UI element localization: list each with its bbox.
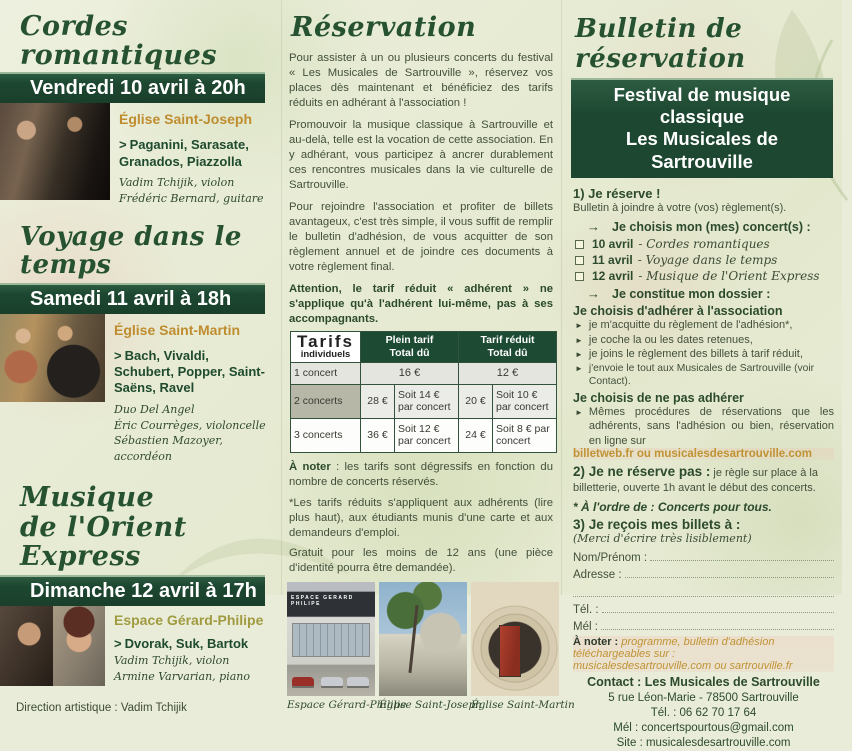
- concert-title-1: Cordes romantiques: [20, 11, 218, 72]
- reservation-paragraph: Pour assister à un ou plusieurs concerts du festival « Les Musicales de Sartrouville », réservez vos places dès maintenant et bénéficiez des tarifs réduits en adhérant à l'association !: [289, 52, 553, 110]
- contact-website: Site : musicalesdesartrouville.com: [616, 737, 791, 750]
- plein-price-note: Soit 12 € par concert: [395, 418, 459, 452]
- table-row: [291, 384, 557, 418]
- concert-title-2: Voyage dans le temps: [20, 221, 242, 280]
- concert-section-2: [16, 223, 269, 466]
- non-adhere-heading: Je choisis de ne pas adhérer: [573, 390, 744, 405]
- bullet-icon: ►: [575, 335, 583, 345]
- row-label: 1 concert: [291, 362, 361, 384]
- header-line: Tarif réduit: [480, 334, 535, 347]
- church-portal-photo: [471, 582, 559, 696]
- bulletin-title: Bulletin de réservation: [575, 14, 746, 74]
- festival-banner-line2: Les Musicales de Sartrouville: [625, 128, 779, 172]
- tarifs-sublabel: individuels: [300, 349, 351, 361]
- adhere-item: [573, 333, 834, 348]
- concert-date: 12 avril: [592, 269, 634, 284]
- performer-line: Sébastien Mazoyer, accordéon: [114, 434, 223, 464]
- write-in-line: [601, 617, 834, 630]
- reduced-rates-note: *Les tarifs réduits s'appliquent aux adhérents (lire plus haut), aux étudiants munis d'une carte et aux demandeurs d'emploi.: [289, 496, 553, 539]
- concert-info-3: [105, 606, 269, 686]
- program-line: [114, 636, 269, 652]
- musicians-photo-1: [0, 103, 110, 200]
- concert-name: - Musique de l'Orient Express: [638, 269, 820, 284]
- venue-photos: [287, 582, 575, 711]
- dossier-line: [587, 286, 834, 301]
- plein-price: 36 €: [361, 418, 395, 452]
- noter-label: À noter :: [573, 636, 619, 649]
- section2-line: [573, 463, 834, 495]
- photo-caption: Espace Gérard-Philipe: [287, 698, 407, 711]
- non-adhere-text: Mêmes procédures de réservations que les adhérents, sans l'adhésion ou bien, réservation en ligne sur: [588, 405, 834, 447]
- concert-date-banner-2: [0, 283, 265, 314]
- red-door: [499, 625, 521, 677]
- noter-links: musicalesdesartrouville.com ou sartrouville.fr: [573, 660, 793, 673]
- form-field-tel: [573, 600, 834, 617]
- church-photo: [379, 582, 467, 696]
- adhere-item: [573, 362, 834, 389]
- adhere-heading: Je choisis d'adhérer à l'association: [573, 304, 783, 319]
- concert-checkbox-row: [575, 269, 834, 283]
- venue-photo-eglise-saint-joseph: [379, 582, 483, 711]
- venue-name: Espace Gérard-Philipe: [114, 611, 264, 628]
- musicians-photo-3: [0, 606, 105, 686]
- adhere-item-text: je coche la ou les dates retenues,: [588, 333, 753, 346]
- header-line: Total dû: [487, 346, 528, 359]
- section2-heading: 2) Je ne réserve pas :: [573, 464, 711, 480]
- adhere-item: [573, 318, 834, 333]
- degressif-note: [289, 460, 553, 490]
- row-label: 2 concerts: [291, 384, 361, 418]
- concert-name: - Voyage dans le temps: [637, 253, 778, 268]
- tarifs-label: Tarifs: [296, 332, 355, 352]
- reduit-price-note: Soit 8 € par concert: [493, 418, 557, 452]
- table-header-row: [291, 332, 557, 362]
- contact-email: Mél : concertspourtous@gmail.com: [613, 721, 794, 734]
- concert-row-1: [16, 103, 269, 206]
- contact-address: 5 rue Léon-Marie - 78500 Sartrouville: [608, 691, 799, 704]
- venue-photo-eglise-saint-martin: [471, 582, 575, 711]
- field-label: Mél :: [573, 621, 598, 634]
- table-row: [291, 362, 557, 384]
- plein-price-note: Soit 14 € par concert: [395, 384, 459, 418]
- non-adhere-item: [573, 405, 834, 449]
- concert-date: 10 avril: [592, 237, 634, 252]
- free-under-12-note: Gratuit pour les moins de 12 ans (une pièce d'identité pourra être demandée).: [289, 546, 553, 574]
- photo-caption: Église Saint-Joseph: [379, 698, 483, 711]
- concert-checkbox-row: [575, 237, 834, 251]
- performer-line: Duo Del Angel: [114, 402, 195, 416]
- adhere-item: [573, 347, 834, 362]
- reduit-price: 24 €: [459, 418, 493, 452]
- concert-section-3: [16, 483, 269, 685]
- form-field-nom: [573, 548, 834, 565]
- table-row: [291, 418, 557, 452]
- reservation-paragraph: Promouvoir la musique classique à Sartrouville et au-delà, telle est la vocation de cette association. En y adhérant, vous participez à ancrer durablement ces rencontres musicales dans la vie culturelle de Sartrouville.: [289, 119, 553, 192]
- checkbox-icon: [575, 256, 584, 265]
- building-sign-text: ESPACE GERARD PHILIPE: [291, 594, 354, 607]
- write-legibly-note: (Merci d'écrire très lisiblement): [573, 532, 752, 546]
- performer-line: Vadim Tchijik, violon: [119, 175, 235, 189]
- bullet-icon: ►: [575, 407, 583, 417]
- performer-line: Armine Varvarian, piano: [114, 670, 251, 683]
- performer-line: Vadim Tchijik, violon: [114, 654, 230, 668]
- row-label: 3 concerts: [291, 418, 361, 452]
- section3-heading: 3) Je reçois mes billets à :: [573, 517, 741, 533]
- panel-bulletin: [561, 0, 842, 750]
- photo-caption: Église Saint-Martin: [471, 698, 575, 711]
- concert-title-3a: Musique: [20, 482, 155, 514]
- attention-note: Attention, le tarif réduit « adhérent » ne s'applique qu'à l'adhérent lui-même, pas à ses accompagnants.: [289, 283, 553, 326]
- program-line: [119, 137, 269, 170]
- tarif-reduit-header: [459, 332, 557, 362]
- download-note: [573, 636, 834, 672]
- section1-heading: 1) Je réserve !: [573, 185, 661, 201]
- contact-phone: Tél. : 06 62 70 17 64: [650, 706, 757, 719]
- section2-text: je règle sur place à la billetterie, ouverte 1h avant le début des concerts.: [573, 467, 818, 494]
- car-shape: [347, 677, 369, 686]
- concert-info-1: [110, 103, 269, 206]
- violinist-portrait: [0, 606, 53, 686]
- note-label: À noter: [289, 460, 331, 473]
- venue-name: Église Saint-Joseph: [119, 111, 253, 128]
- checkbox-icon: [575, 272, 584, 281]
- adhere-item-text: je m'acquitte du règlement de l'adhésion*,: [588, 319, 793, 332]
- plein-tarif-header: [361, 332, 459, 362]
- tarifs-header-cell: [291, 332, 361, 362]
- reduit-price-note: Soit 10 € par concert: [493, 384, 557, 418]
- arrow-right-icon: →: [587, 219, 600, 235]
- header-line: Total dû: [389, 346, 430, 359]
- festival-banner: [571, 78, 833, 178]
- concert-date-banner-3: [0, 575, 265, 606]
- field-label: Nom/Prénom :: [573, 552, 648, 565]
- reservation-links: billetweb.fr ou musicalesdesartrouville.com: [573, 448, 834, 460]
- program-composers: Paganini, Sarasate, Granados, Piazzolla: [119, 137, 249, 169]
- program-composers: Dvorak, Suk, Bartok: [124, 635, 249, 651]
- building-photo: [287, 582, 375, 696]
- form-field-mel: [573, 617, 834, 634]
- adhere-item-text: je joins le règlement des billets à tarif réduit,: [588, 348, 803, 361]
- adhere-item-text: j'envoie le tout aux Musicales de Sartrouville (voir Contact).: [588, 362, 815, 388]
- contact-block: [573, 674, 834, 751]
- chevron-icon: >: [119, 137, 127, 153]
- form-field-adresse: [573, 565, 834, 582]
- chevron-icon: >: [114, 347, 122, 363]
- festival-banner-line1: Festival de musique classique: [613, 84, 791, 128]
- banner-text: Samedi 11 avril à 18h: [30, 287, 232, 310]
- program-composers: Bach, Vivaldi, Schubert, Popper, Saint-Saëns, Ravel: [114, 347, 265, 396]
- banner-text: Vendredi 10 avril à 20h: [30, 77, 246, 100]
- glass-facade: [292, 623, 369, 657]
- concert-info-2: [105, 314, 269, 466]
- contact-name: Contact : Les Musicales de Sartrouville: [587, 675, 820, 690]
- dossier-label: Je constitue mon dossier :: [612, 287, 771, 302]
- reservation-title: Réservation: [291, 12, 477, 43]
- performer-line: Éric Courrèges, violoncelle: [114, 418, 266, 432]
- field-label: Adresse :: [573, 569, 622, 582]
- chevron-icon: >: [114, 635, 122, 651]
- noter-text: programme, bulletin d'adhésion téléchargeables sur :: [573, 636, 775, 661]
- concert-checkbox-row: [575, 253, 834, 267]
- plein-price: 28 €: [361, 384, 395, 418]
- program-line: [114, 348, 269, 397]
- write-in-line: [625, 565, 834, 578]
- concert-title-3b: de l'Orient Express: [20, 511, 187, 572]
- performer-line: Frédéric Bernard, guitare: [119, 191, 264, 205]
- field-label: Tél. :: [573, 604, 599, 617]
- arrow-right-icon: →: [587, 286, 600, 302]
- concert-date: 11 avril: [592, 253, 633, 268]
- venue-name: Église Saint-Martin: [114, 321, 241, 338]
- bullet-icon: ►: [575, 363, 583, 373]
- tree-trunk: [409, 605, 419, 673]
- banner-text: Dimanche 12 avril à 17h: [30, 579, 257, 602]
- panel-reservation: [281, 0, 575, 711]
- venue-photo-espace-gerard-philipe: [287, 582, 407, 711]
- header-line: Plein tarif: [385, 334, 434, 347]
- reservation-paragraph: Pour rejoindre l'association et profiter de billets avantageux, c'est très simple, il vous suffit de remplir le bulletin d'adhésion, de vous acquitter de son règlement annuel et de joindre ces documents à votre règlement final.: [289, 201, 553, 274]
- musicians-photo-2: [0, 314, 105, 402]
- choose-concerts-label: Je choisis mon (mes) concert(s) :: [612, 220, 811, 235]
- reduit-price: 20 €: [459, 384, 493, 418]
- order-note: * À l'ordre de : Concerts pour tous.: [573, 500, 772, 515]
- pianist-portrait: [53, 606, 106, 686]
- reduit-price: 12 €: [459, 362, 557, 384]
- artistic-direction: Direction artistique : Vadim Tchijik: [16, 701, 187, 714]
- concert-row-2: [16, 314, 269, 466]
- concert-name: - Cordes romantiques: [638, 237, 770, 252]
- pricing-table: [290, 331, 557, 452]
- section1-subtext: Bulletin à joindre à votre (vos) règlement(s).: [573, 201, 787, 214]
- bullet-icon: ►: [575, 321, 583, 331]
- plein-price: 16 €: [361, 362, 459, 384]
- write-in-line: [650, 548, 834, 561]
- concert-row-3: [16, 606, 269, 686]
- panel-concerts: [0, 0, 281, 714]
- concert-date-banner-1: [0, 72, 265, 103]
- bullet-icon: ►: [575, 350, 583, 360]
- write-in-line: [573, 582, 834, 597]
- write-in-line: [602, 600, 834, 613]
- car-shape: [292, 677, 314, 686]
- choose-concerts-line: [587, 219, 834, 234]
- note-text: : les tarifs sont dégressifs en fonction du nombre de concerts réservés.: [289, 460, 553, 488]
- car-shape: [321, 677, 343, 686]
- concert-section-1: [16, 12, 269, 207]
- checkbox-icon: [575, 240, 584, 249]
